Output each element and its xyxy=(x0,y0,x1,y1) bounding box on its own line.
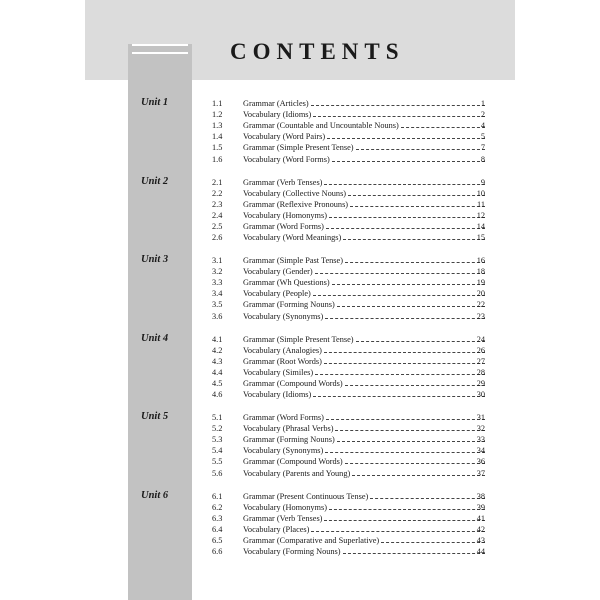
page-number: 1 xyxy=(480,99,485,108)
entry-title-wrap xyxy=(243,109,485,120)
page-number: 36 xyxy=(476,457,485,467)
dot-leader xyxy=(325,445,485,453)
toc-entry xyxy=(85,266,515,277)
entry-title: Grammar (Simple Present Tense) xyxy=(243,334,354,344)
toc-entry xyxy=(85,120,515,131)
dot-leader xyxy=(313,389,485,397)
toc-entry xyxy=(85,255,515,266)
dot-leader xyxy=(335,423,485,431)
entry-title: Vocabulary (Analogies) xyxy=(243,345,322,355)
page-number: 7 xyxy=(480,143,485,153)
contents-page xyxy=(85,0,515,600)
page-number: 30 xyxy=(476,390,485,399)
entry-number: 5.6 xyxy=(212,468,223,478)
entry-title-wrap xyxy=(243,468,485,479)
dot-leader xyxy=(325,311,485,319)
dot-leader xyxy=(381,535,485,543)
entry-title: Vocabulary (Parents and Young) xyxy=(243,468,351,478)
entry-title: Grammar (Word Forms) xyxy=(243,413,324,422)
entry-title-wrap xyxy=(243,434,485,445)
unit-label: Unit 5 xyxy=(141,411,169,422)
page-number: 8 xyxy=(480,154,485,164)
entry-title: Grammar (Wh Questions) xyxy=(243,278,330,288)
toc-entry xyxy=(85,345,515,356)
page-number: 22 xyxy=(476,300,485,310)
entry-number: 1.1 xyxy=(212,99,223,108)
unit-section xyxy=(85,490,515,560)
dot-leader xyxy=(311,98,485,106)
entry-title-wrap xyxy=(243,221,485,232)
entry-title-wrap xyxy=(243,232,485,243)
entry-title: Vocabulary (Homonyms) xyxy=(243,502,327,512)
page-number: 39 xyxy=(476,502,485,512)
entry-title: Grammar (Articles) xyxy=(243,99,309,108)
dot-leader xyxy=(332,277,485,285)
toc-entry xyxy=(85,524,515,535)
dot-leader xyxy=(370,491,485,499)
entry-title: Grammar (Verb Tenses) xyxy=(243,513,323,523)
page-number: 23 xyxy=(476,311,485,321)
entry-title-wrap xyxy=(243,378,485,389)
entry-title-wrap xyxy=(243,367,485,378)
dot-leader xyxy=(337,299,485,307)
entry-title-wrap xyxy=(243,535,485,546)
toc-entry xyxy=(85,221,515,232)
entry-number: 1.5 xyxy=(212,143,223,153)
toc-entry xyxy=(85,502,515,513)
dot-leader xyxy=(343,546,485,554)
dot-leader xyxy=(332,154,485,162)
dot-leader xyxy=(324,356,485,364)
entry-title: Grammar (Compound Words) xyxy=(243,457,343,467)
page-number: 31 xyxy=(476,413,485,422)
entry-title: Vocabulary (Forming Nouns) xyxy=(243,547,341,556)
page-number: 41 xyxy=(476,513,485,523)
unit-section xyxy=(85,411,515,481)
dot-leader xyxy=(329,502,485,510)
toc-entry xyxy=(85,277,515,288)
entry-title-wrap xyxy=(243,524,485,535)
toc-entry xyxy=(85,378,515,389)
entry-number: 6.5 xyxy=(212,535,223,545)
page-number: 10 xyxy=(476,188,485,198)
entry-title: Grammar (Present Continuous Tense) xyxy=(243,491,369,501)
entry-number: 5.5 xyxy=(212,457,223,467)
page-number: 34 xyxy=(476,446,485,456)
dot-leader xyxy=(324,345,485,353)
toc-entry xyxy=(85,188,515,199)
entry-number: 2.4 xyxy=(212,210,223,220)
entry-title: Grammar (Forming Nouns) xyxy=(243,435,335,445)
entry-number: 3.6 xyxy=(212,311,223,321)
entry-number: 6.3 xyxy=(212,513,223,523)
entry-title-wrap xyxy=(243,98,485,109)
entry-title-wrap xyxy=(243,142,485,153)
entry-title: Grammar (Simple Past Tense) xyxy=(243,256,343,265)
entry-number: 1.2 xyxy=(212,110,223,120)
page-number: 37 xyxy=(476,468,485,478)
dot-leader xyxy=(327,131,485,139)
entry-title: Vocabulary (Synonyms) xyxy=(243,446,324,456)
entry-number: 4.2 xyxy=(212,345,223,355)
dot-leader xyxy=(313,288,485,296)
entry-title-wrap xyxy=(243,445,485,456)
entry-title: Grammar (Reflexive Pronouns) xyxy=(243,199,349,209)
entry-title-wrap xyxy=(243,546,485,557)
toc-entry xyxy=(85,423,515,434)
entry-title-wrap xyxy=(243,513,485,524)
toc-entry xyxy=(85,356,515,367)
entry-title-wrap xyxy=(243,188,485,199)
entry-title-wrap xyxy=(243,456,485,467)
entry-title-wrap xyxy=(243,311,485,322)
entry-title-wrap xyxy=(243,277,485,288)
dot-leader xyxy=(329,210,485,218)
dot-leader xyxy=(401,120,485,128)
page-number: 24 xyxy=(476,334,485,344)
entry-title-wrap xyxy=(243,491,485,502)
entry-title: Grammar (Root Words) xyxy=(243,356,322,366)
spine-tab xyxy=(132,44,188,54)
entry-number: 3.5 xyxy=(212,300,223,310)
entry-number: 2.6 xyxy=(212,233,223,242)
entry-title-wrap xyxy=(243,356,485,367)
entry-title: Vocabulary (Synonyms) xyxy=(243,311,324,321)
unit-label: Unit 2 xyxy=(141,175,169,187)
entry-title-wrap xyxy=(243,210,485,221)
entry-number: 1.4 xyxy=(212,132,223,142)
dot-leader xyxy=(315,367,485,375)
unit-section xyxy=(85,254,515,324)
entry-title: Vocabulary (Similes) xyxy=(243,367,314,377)
entry-title-wrap xyxy=(243,154,485,165)
toc-entry xyxy=(85,434,515,445)
page-number: 12 xyxy=(476,210,485,220)
entry-title: Vocabulary (Word Meanings) xyxy=(243,233,342,242)
toc-entry xyxy=(85,142,515,153)
entry-number: 3.2 xyxy=(212,267,223,277)
toc-entry xyxy=(85,535,515,546)
entry-number: 3.1 xyxy=(212,256,223,265)
page-number: 32 xyxy=(476,424,485,434)
page-number: 20 xyxy=(476,289,485,299)
dot-leader xyxy=(343,232,485,240)
entry-number: 4.4 xyxy=(212,367,223,377)
toc-entry xyxy=(85,232,515,243)
dot-leader xyxy=(326,221,485,229)
dot-leader xyxy=(313,109,485,117)
page-number: 44 xyxy=(476,547,485,556)
entry-title: Vocabulary (Places) xyxy=(243,524,310,534)
entry-title-wrap xyxy=(243,502,485,513)
toc-entry xyxy=(85,412,515,423)
entry-number: 4.5 xyxy=(212,378,223,388)
entry-number: 4.6 xyxy=(212,390,223,399)
page-number: 43 xyxy=(476,535,485,545)
entry-title: Grammar (Simple Present Tense) xyxy=(243,143,354,153)
entry-number: 1.6 xyxy=(212,154,223,164)
dot-leader xyxy=(315,266,485,274)
toc-entry xyxy=(85,445,515,456)
dot-leader xyxy=(348,188,485,196)
toc-entry xyxy=(85,199,515,210)
toc-entry xyxy=(85,468,515,479)
toc-entry xyxy=(85,491,515,502)
page-number: 16 xyxy=(476,256,485,265)
entry-title-wrap xyxy=(243,412,485,423)
entry-title: Vocabulary (Homonyms) xyxy=(243,210,327,220)
entry-title: Vocabulary (Idioms) xyxy=(243,390,312,399)
entry-title-wrap xyxy=(243,389,485,400)
dot-leader xyxy=(356,334,485,342)
entry-title: Vocabulary (Word Forms) xyxy=(243,154,330,164)
toc-entry xyxy=(85,334,515,345)
entry-title: Vocabulary (Collective Nouns) xyxy=(243,188,347,198)
entry-number: 3.3 xyxy=(212,278,223,288)
entry-title: Vocabulary (Idioms) xyxy=(243,110,312,120)
page-number: 33 xyxy=(476,435,485,445)
entry-number: 2.3 xyxy=(212,199,223,209)
unit-label: Unit 4 xyxy=(141,332,169,344)
dot-leader xyxy=(350,199,485,207)
entry-title: Grammar (Compound Words) xyxy=(243,378,343,388)
entry-number: 4.3 xyxy=(212,356,223,366)
toc-entry xyxy=(85,456,515,467)
toc-entry xyxy=(85,177,515,188)
page-number: 28 xyxy=(476,367,485,377)
page-number: 42 xyxy=(476,524,485,534)
toc-entry xyxy=(85,299,515,310)
dot-leader xyxy=(311,524,485,532)
dot-leader xyxy=(352,468,485,476)
toc-entry xyxy=(85,288,515,299)
page-number: 38 xyxy=(476,491,485,501)
entry-title: Grammar (Countable and Uncountable Nouns) xyxy=(243,121,399,131)
entry-number: 6.4 xyxy=(212,524,223,534)
dot-leader xyxy=(324,177,485,185)
entry-number: 1.3 xyxy=(212,121,223,131)
unit-label: Unit 1 xyxy=(141,97,169,108)
entry-number: 6.6 xyxy=(212,547,223,556)
entry-number: 5.3 xyxy=(212,435,223,445)
toc-entry xyxy=(85,210,515,221)
dot-leader xyxy=(345,378,485,386)
page-number: 5 xyxy=(480,132,485,142)
dot-leader xyxy=(324,513,485,521)
entry-title: Grammar (Word Forms) xyxy=(243,221,324,231)
entry-number: 5.4 xyxy=(212,446,223,456)
entry-title-wrap xyxy=(243,255,485,266)
entry-title-wrap xyxy=(243,177,485,188)
entry-title-wrap xyxy=(243,334,485,345)
entry-title-wrap xyxy=(243,199,485,210)
dot-leader xyxy=(345,255,485,263)
entry-title: Vocabulary (People) xyxy=(243,289,311,299)
entry-title: Vocabulary (Gender) xyxy=(243,267,313,277)
toc-entry xyxy=(85,311,515,322)
entry-title-wrap xyxy=(243,345,485,356)
entry-number: 2.1 xyxy=(212,177,223,187)
toc-entry xyxy=(85,131,515,142)
entry-title-wrap xyxy=(243,131,485,142)
page-number: 4 xyxy=(480,121,485,131)
toc-entry xyxy=(85,154,515,165)
toc-entry xyxy=(85,389,515,400)
entry-title: Vocabulary (Word Pairs) xyxy=(243,132,326,142)
unit-label: Unit 3 xyxy=(141,254,169,265)
entry-title-wrap xyxy=(243,288,485,299)
entry-number: 6.2 xyxy=(212,502,223,512)
entry-title-wrap xyxy=(243,423,485,434)
page-title: CONTENTS xyxy=(230,39,405,64)
entry-number: 2.2 xyxy=(212,188,223,198)
dot-leader xyxy=(345,456,485,464)
page-number: 29 xyxy=(476,378,485,388)
toc-entry xyxy=(85,513,515,524)
entry-number: 4.1 xyxy=(212,334,223,344)
toc-entry xyxy=(85,109,515,120)
unit-section xyxy=(85,97,515,167)
toc-entry xyxy=(85,98,515,109)
entry-title: Grammar (Forming Nouns) xyxy=(243,300,335,310)
unit-section xyxy=(85,176,515,246)
page-number: 15 xyxy=(476,233,485,242)
page-number: 19 xyxy=(476,278,485,288)
page-number: 27 xyxy=(476,356,485,366)
page-number: 26 xyxy=(476,345,485,355)
entry-title: Grammar (Comparative and Superlative) xyxy=(243,535,380,545)
toc-entry xyxy=(85,546,515,557)
entry-title: Grammar (Verb Tenses) xyxy=(243,177,323,187)
page-number: 11 xyxy=(477,199,485,209)
entry-number: 3.4 xyxy=(212,289,223,299)
dot-leader xyxy=(356,142,485,150)
page-number: 2 xyxy=(480,110,485,120)
entry-number: 6.1 xyxy=(212,491,223,501)
entry-number: 5.1 xyxy=(212,413,223,422)
dot-leader xyxy=(337,434,485,442)
entry-title-wrap xyxy=(243,266,485,277)
page-number: 9 xyxy=(480,177,485,187)
dot-leader xyxy=(326,412,485,420)
page-number: 18 xyxy=(476,267,485,277)
entry-number: 2.5 xyxy=(212,221,223,231)
toc-entry xyxy=(85,367,515,378)
entry-title-wrap xyxy=(243,299,485,310)
page-number: 14 xyxy=(476,221,485,231)
unit-label: Unit 6 xyxy=(141,489,169,501)
unit-section xyxy=(85,333,515,403)
entry-title-wrap xyxy=(243,120,485,131)
entry-title: Vocabulary (Phrasal Verbs) xyxy=(243,424,334,434)
entry-number: 5.2 xyxy=(212,424,223,434)
